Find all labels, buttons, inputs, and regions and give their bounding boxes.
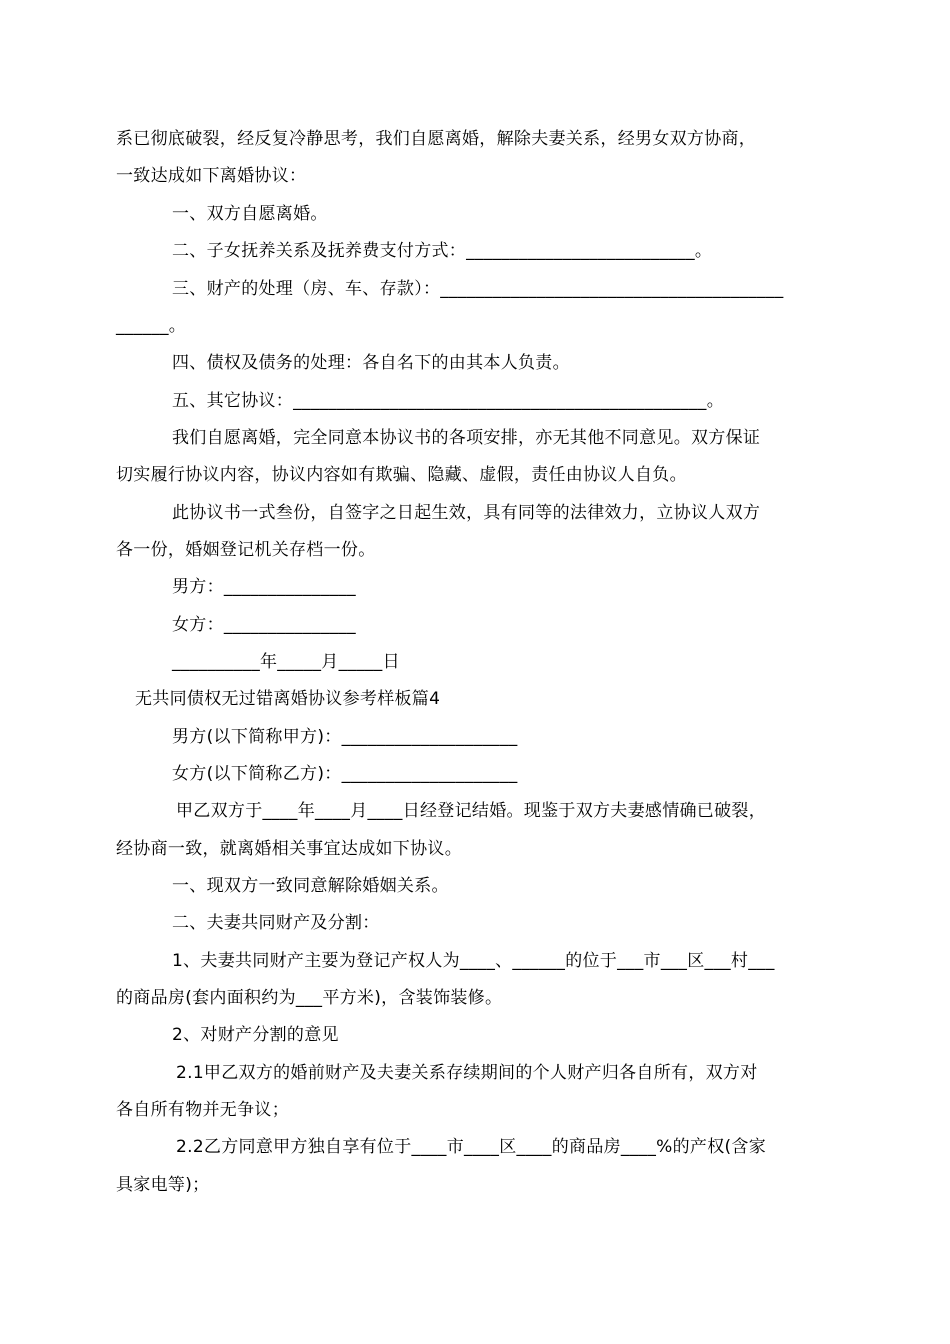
text-line: 1、夫妻共同财产主要为登记产权人为____、______的位于___市___区___村___	[172, 951, 775, 971]
text-line: 一、双方自愿离婚。	[172, 204, 328, 224]
text-line: 二、子女抚养关系及抚养费支付方式：__________________________。	[172, 241, 713, 261]
text-line: 此协议书一式叁份，自签字之日起生效，具有同等的法律效力，立协议人双方	[172, 503, 761, 523]
text-line: 五、其它协议：_______________________________________________。	[172, 391, 724, 411]
text-line: 女方：_______________	[172, 615, 356, 635]
text-line: 男方(以下简称甲方)：____________________	[172, 727, 518, 747]
text-line: 甲乙双方于____年____月____日经登记结婚。现鉴于双方夫妻感情确已破裂，	[176, 801, 766, 821]
text-line: 四、债权及债务的处理：各自名下的由其本人负责。	[172, 353, 570, 373]
text-line: 男方：_______________	[172, 577, 356, 597]
section-heading: 无共同债权无过错离婚协议参考样板篇4	[135, 689, 441, 709]
text-line: 具家电等)；	[116, 1175, 210, 1195]
text-line: 2.2乙方同意甲方独自享有位于____市____区____的商品房____%的产权(含家	[176, 1137, 767, 1157]
text-line: __________年_____月_____日	[172, 652, 400, 672]
text-line: 各一份，婚姻登记机关存档一份。	[116, 540, 376, 560]
text-line: 各自所有物并无争议；	[116, 1100, 289, 1120]
text-line: 一致达成如下离婚协议：	[116, 166, 307, 186]
text-line: 三、财产的处理（房、车、存款）：_______________________________________	[172, 279, 784, 299]
text-line: ______。	[116, 316, 187, 336]
text-line: 女方(以下简称乙方)：____________________	[172, 764, 518, 784]
text-line: 切实履行协议内容，协议内容如有欺骗、隐藏、虚假，责任由协议人自负。	[116, 465, 687, 485]
text-line: 我们自愿离婚，完全同意本协议书的各项安排，亦无其他不同意见。双方保证	[172, 428, 761, 448]
text-line: 的商品房(套内面积约为___平方米)，含装饰装修。	[116, 988, 503, 1008]
text-line: 经协商一致，就离婚相关事宜达成如下协议。	[116, 839, 462, 859]
text-line: 一、现双方一致同意解除婚姻关系。	[172, 876, 449, 896]
text-line: 二、夫妻共同财产及分割：	[172, 913, 380, 933]
text-line: 2、对财产分割的意见	[172, 1025, 339, 1045]
text-line: 系已彻底破裂，经反复冷静思考，我们自愿离婚，解除夫妻关系，经男女双方协商，	[116, 129, 757, 149]
text-line: 2.1甲乙双方的婚前财产及夫妻关系存续期间的个人财产归各自所有，双方对	[176, 1063, 758, 1083]
